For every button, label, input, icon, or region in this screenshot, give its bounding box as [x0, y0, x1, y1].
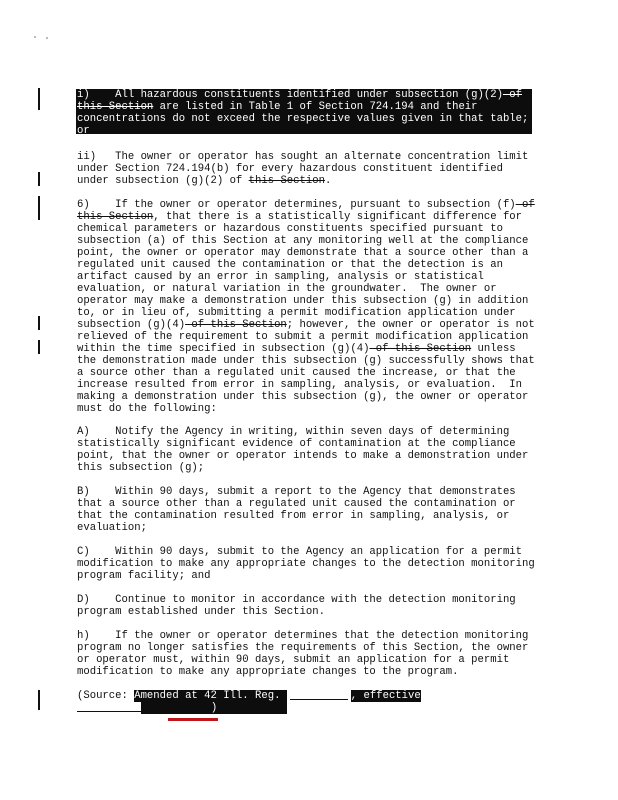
paragraph-D: D) Continue to monitor in accordance with the detection monitoring program established under this Section.: [77, 594, 516, 618]
revision-bar: [38, 196, 40, 220]
paragraph-B: B) Within 90 days, submit a report to the Agency that demonstrates that a source other than a regulated unit caused the contamination or that the contamination resulted from error in sampling, analysis, or evaluation;: [77, 486, 516, 534]
paragraph-i: i) All hazardous constituents identified under subsection (g)(2) of this Section are listed in Table 1 of Section 724.194 and their concentrations do not exceed the respective values given in that table; or: [77, 89, 529, 137]
revision-bar: [38, 172, 40, 186]
paragraph-ii: ii) The owner or operator has sought an alternate concentration limit under Section 724.194(b) for every hazardous constituent identified under subsection (g)(2) of this Section.: [77, 151, 529, 187]
revision-bar: [38, 88, 40, 110]
paragraph-A: A) Notify the Agency in writing, within seven days of determining statistically significant evidence of contamination at the compliance point, that the owner or operator intends to make a demonstration under this subsection (g);: [77, 426, 529, 474]
paragraph-6: 6) If the owner or operator determines, pursuant to subsection (f) of this Section, that there is a statistically significant difference for chemical parameters or hazardous constituents specified pursuant to subsection (a) of this Section at any monitoring well at the compliance point, the owner or operator may demonstrate that a source other than a regulated unit caused the contamination or that the detection is an artifact caused by an error in sampling, analysis or statistical evaluation, or natural variation in the groundwater. The owner or operator may make a demonstration under this subsection (g) in addition to, or in lieu of, submitting a permit modification application under subsection (g)(4) of this Section; however, the owner or operator is not relieved of the requirement to submit a permit modification application within the time specified in subsection (g)(4) of this Section unless the demonstration made under this subsection (g) successfully shows that a source other than a regulated unit caused the increase, or that the increase resulted from error in sampling, analysis, or evaluation. In making a demonstration under this subsection (g), the owner or operator must do the following:: [77, 199, 535, 415]
blank-underline: [290, 699, 348, 700]
paragraph-C: C) Within 90 days, submit to the Agency an application for a permit modification to make any appropriate changes to the detection monitoring program facility; and: [77, 546, 535, 582]
scan-speck: [46, 37, 48, 39]
red-mark: [168, 718, 218, 721]
revision-bar: [38, 316, 40, 330]
revision-bar: [38, 340, 40, 354]
source-close: ): [141, 702, 287, 714]
paragraph-h: h) If the owner or operator determines that the detection monitoring program no longer satisfies the requirements of this Section, the owner or operator must, within 90 days, submit an application for a permit modification to make any appropriate changes to the program.: [77, 630, 529, 678]
source-note: (Source: Amended at 42 Ill. Reg. , effective: [77, 690, 421, 702]
revision-bar: [38, 690, 40, 710]
highlighted-paragraph-i: [76, 89, 532, 137]
scan-speck: [34, 36, 36, 38]
blank-underline: [77, 711, 141, 712]
